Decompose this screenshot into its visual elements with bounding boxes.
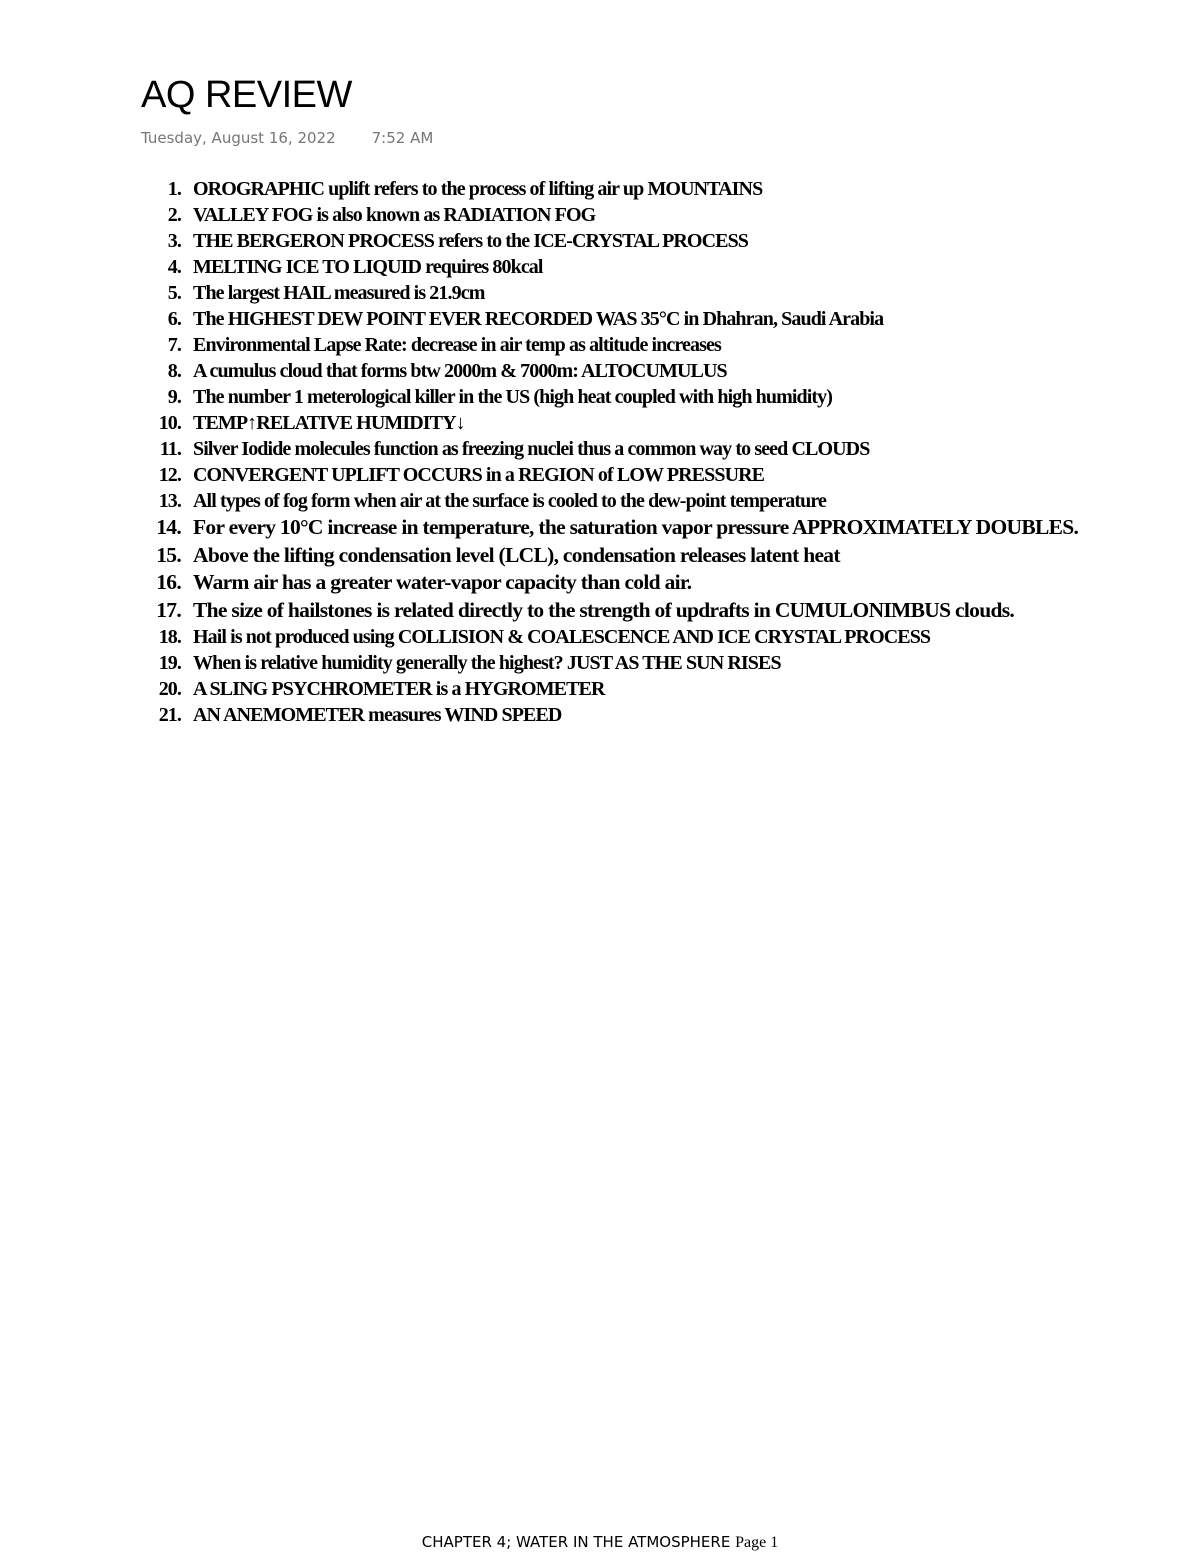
list-text: Hail is not produced using COLLISION & COALESCENCE AND ICE CRYSTAL PROCESS <box>193 626 931 648</box>
list-item <box>141 254 1141 280</box>
page-timestamp <box>141 128 433 148</box>
list-item <box>141 569 1141 597</box>
list-text: Silver Iodide molecules function as freezing nuclei thus a common way to seed CLOUDS <box>193 438 870 460</box>
list-item <box>141 384 1141 410</box>
list-text: Environmental Lapse Rate: decrease in air temp as altitude increases <box>193 334 721 356</box>
list-number: 9. <box>167 386 181 408</box>
list-item <box>141 202 1141 228</box>
list-number: 13. <box>158 490 181 512</box>
list-number: 1. <box>167 178 181 200</box>
notes-list <box>141 176 1141 728</box>
list-item <box>141 410 1141 436</box>
page-title: AQ REVIEW <box>141 74 352 116</box>
list-number: 18. <box>158 626 181 648</box>
list-number: 7. <box>167 334 181 356</box>
list-number: 16. <box>156 570 181 594</box>
list-item <box>141 624 1141 650</box>
footer-section: CHAPTER 4; WATER IN THE ATMOSPHERE <box>421 1533 731 1551</box>
page-footer <box>0 1532 1200 1553</box>
list-text: OROGRAPHIC uplift refers to the process of lifting air up MOUNTAINS <box>193 178 763 200</box>
list-item <box>141 358 1141 384</box>
footer-page-number: Page 1 <box>735 1534 779 1551</box>
list-text: CONVERGENT UPLIFT OCCURS in a REGION of LOW PRESSURE <box>193 464 765 486</box>
list-text: AN ANEMOMETER measures WIND SPEED <box>193 704 562 726</box>
list-text: Above the lifting condensation level (LCL), condensation releases latent heat <box>193 542 840 567</box>
list-item <box>141 176 1141 202</box>
list-text: A SLING PSYCHROMETER is a HYGROMETER <box>193 678 605 700</box>
list-number: 3. <box>167 230 181 252</box>
list-number: 19. <box>158 652 181 674</box>
list-number: 11. <box>159 438 181 460</box>
list-text: All types of fog form when air at the surface is cooled to the dew-point temperature <box>193 490 826 512</box>
list-number: 4. <box>167 256 181 278</box>
list-number: 10. <box>158 412 181 434</box>
list-item <box>141 597 1141 625</box>
list-item <box>141 514 1141 542</box>
list-item <box>141 436 1141 462</box>
list-item <box>141 650 1141 676</box>
list-text: TEMP↑RELATIVE HUMIDITY↓ <box>193 412 465 434</box>
list-item <box>141 462 1141 488</box>
list-text: The HIGHEST DEW POINT EVER RECORDED WAS 35°C in Dhahran, Saudi Arabia <box>193 308 884 330</box>
list-text: A cumulus cloud that forms btw 2000m & 7000m: ALTOCUMULUS <box>193 360 727 382</box>
list-item <box>141 676 1141 702</box>
list-item <box>141 542 1141 570</box>
page-time: 7:52 AM <box>371 129 434 147</box>
list-number: 8. <box>167 360 181 382</box>
list-item <box>141 488 1141 514</box>
list-number: 2. <box>167 204 181 226</box>
list-item <box>141 228 1141 254</box>
list-number: 12. <box>158 464 181 486</box>
list-text: THE BERGERON PROCESS refers to the ICE-CRYSTAL PROCESS <box>193 230 749 252</box>
list-text: VALLEY FOG is also known as RADIATION FOG <box>193 204 596 226</box>
list-item <box>141 332 1141 358</box>
list-text: For every 10°C increase in temperature, the saturation vapor pressure APPROXIMATELY DOUBLES. <box>193 515 1079 539</box>
page-date: Tuesday, August 16, 2022 <box>141 129 336 147</box>
list-text: MELTING ICE TO LIQUID requires 80kcal <box>193 256 543 278</box>
list-item <box>141 280 1141 306</box>
list-text: Warm air has a greater water-vapor capacity than cold air. <box>193 570 692 594</box>
list-number: 15. <box>156 542 181 567</box>
list-text: When is relative humidity generally the highest? JUST AS THE SUN RISES <box>193 652 781 674</box>
list-text: The size of hailstones is related directly to the strength of updrafts in CUMULONIMBUS clouds. <box>193 597 1015 622</box>
list-text: The largest HAIL measured is 21.9cm <box>193 282 485 304</box>
list-number: 6. <box>167 308 181 330</box>
list-item <box>141 306 1141 332</box>
list-text: The number 1 meterological killer in the US (high heat coupled with high humidity) <box>193 386 833 408</box>
list-number: 20. <box>158 678 181 700</box>
list-number: 14. <box>156 515 181 539</box>
list-number: 5. <box>167 282 181 304</box>
list-item <box>141 702 1141 728</box>
list-number: 21. <box>158 704 181 726</box>
list-number: 17. <box>156 597 181 622</box>
